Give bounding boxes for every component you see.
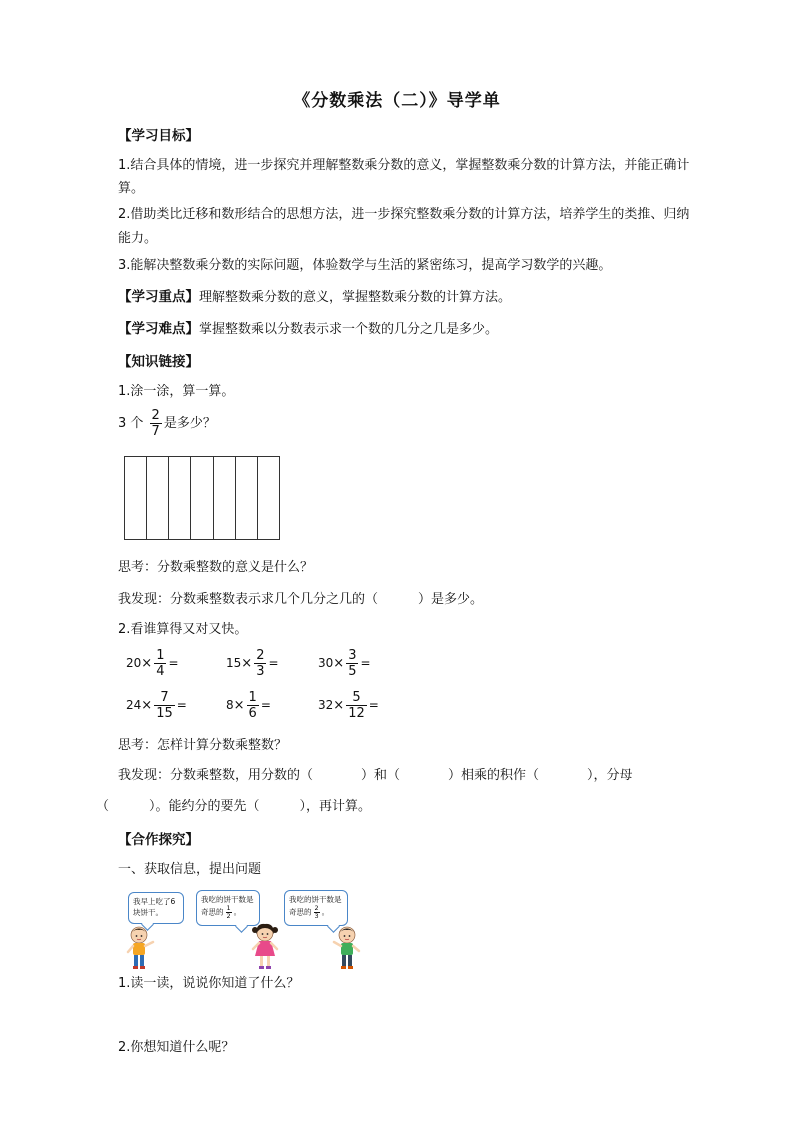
times-sign: × [333,698,345,713]
equals-sign: = [176,698,187,712]
objective-line-1: 1.结合具体的情境，进一步探究并理解整数乘分数的意义，掌握整数乘分数的计算方法，并能正确计 [118,158,690,173]
expression-1 [126,648,179,679]
expr-fraction [154,648,166,679]
bubble-1-text: 我早上吃了6块饼干。 [133,897,176,917]
think-1: 思考：分数乘整数的意义是什么？ [118,560,314,575]
think-2: 思考：怎样计算分数乘整数？ [118,738,288,753]
expr-denominator: 3 [256,664,265,679]
expr-denominator: 5 [348,664,357,679]
expression-2 [226,648,279,679]
expr-integer: 32 [318,698,334,712]
rectangle-part[interactable] [236,457,258,539]
expr-numerator: 2 [256,648,265,663]
expr-integer: 30 [318,656,334,670]
dialogue-illustration [124,888,364,970]
expr-fraction [154,690,175,721]
key-point [118,286,511,309]
rectangle-part[interactable] [258,457,279,539]
expr-denominator: 6 [248,706,257,721]
key-point-label: 【学习重点】 [118,289,199,305]
objective-line-3: 2.借助类比迁移和数形结合的思想方法，进一步探究整数乘分数的计算方法，培养学生的类推、归纳 [118,207,690,222]
equals-sign: = [360,656,371,670]
difficult-point [118,318,498,341]
rectangle-part[interactable] [214,457,236,539]
times-sign: × [141,656,153,671]
bubble-3-text-b: 奇思的 [289,907,312,917]
find-2-text-e: （ [96,799,110,814]
bubble-3-text-a: 我吃的饼干数是 [289,895,342,904]
q1-prefix: 3 个 [118,416,144,431]
knowledge-q2: 2.看谁算得又对又快。 [118,622,248,637]
knowledge-q1-fraction-question [118,408,216,439]
find-2-line-2 [96,795,371,818]
expr-numerator: 1 [156,648,165,663]
speech-bubble-3: 我吃的饼干数是 奇思的 $\frac{2}{3}$ 。 [284,890,348,926]
expression-6 [318,690,379,721]
times-sign: × [241,656,253,671]
expr-numerator: 3 [348,648,357,663]
expr-numerator: 7 [154,690,175,706]
section-1-title: 一、获取信息，提出问题 [118,862,262,877]
bubble-3-numerator: 2 [314,904,319,912]
find-2-text-b: ）和（ [361,768,401,783]
girl-character-icon [248,922,282,970]
expr-integer: 15 [226,656,242,670]
cooperation-q2: 2.你想知道什么呢？ [118,1040,235,1055]
equals-sign: = [168,656,179,670]
expr-denominator: 4 [156,664,165,679]
page-title: 《分数乘法（二）》导学单 [293,91,501,111]
expr-fraction [247,690,259,721]
cooperation-q1: 1.读一读，说说你知道了什么？ [118,976,300,991]
find-2-text-a: 我发现：分数乘整数，用分数的（ [118,768,314,783]
equals-sign: = [260,698,271,712]
fraction-two-sevenths [150,408,162,439]
boy-character-2-icon [330,924,364,970]
find-2-text-f: ）。能约分的要先（ [149,799,260,814]
difficult-point-text: 掌握整数乘以分数表示求一个数的几分之几是多少。 [199,322,499,337]
fraction-numerator: 2 [151,408,160,423]
equals-sign: = [368,698,379,712]
find-2-text-g: ），再计算。 [299,799,372,814]
cooperation-heading: 【合作探究】 [118,832,199,848]
expression-3 [318,648,371,679]
bubble-2-fraction [226,905,232,920]
bubble-3-fraction [314,905,320,920]
objective-line-5: 3.能解决整数乘分数的实际问题，体验数学与生活的紧密练习，提高学习数学的兴趣。 [118,258,612,273]
expression-4 [126,690,187,721]
knowledge-q1: 1.涂一涂，算一算。 [118,384,235,399]
q1-suffix: 是多少？ [163,416,216,431]
find-2-text-d: ），分母 [587,768,633,783]
expr-denominator: 15 [156,706,173,721]
bubble-2-text-a: 我吃的饼干数是 [201,895,254,904]
objectives-heading: 【学习目标】 [118,128,199,144]
bubble-3-denominator: 3 [314,912,319,920]
expr-fraction [346,690,367,721]
bubble-2-text-b: 奇思的 [201,907,224,917]
rectangle-part[interactable] [169,457,191,539]
find-1-text-b: ）是多少。 [418,592,484,607]
find-1-text-a: 我发现：分数乘整数表示求几个几分之几的（ [118,592,379,607]
expr-integer: 8 [226,698,234,712]
rectangle-part[interactable] [125,457,147,539]
objective-line-2: 算。 [118,181,145,196]
expr-numerator: 1 [248,690,257,705]
find-1 [118,588,483,611]
speech-bubble-1 [128,892,184,924]
fraction-denominator: 7 [151,424,160,439]
difficult-point-label: 【学习难点】 [118,321,199,337]
expr-denominator: 12 [348,706,365,721]
expr-integer: 24 [126,698,142,712]
objective-line-4: 能力。 [118,231,158,246]
times-sign: × [233,698,245,713]
key-point-text: 理解整数乘分数的意义，掌握整数乘分数的计算方法。 [199,290,512,305]
find-2-text-c: ）相乘的积作（ [448,768,540,783]
times-sign: × [141,698,153,713]
expression-5 [226,690,271,721]
find-2-line-1 [118,764,633,787]
times-sign: × [333,656,345,671]
rectangle-part[interactable] [147,457,169,539]
expr-numerator: 5 [346,690,367,706]
expr-integer: 20 [126,656,142,670]
bubble-2-numerator: 1 [226,904,231,912]
rectangle-part[interactable] [191,457,213,539]
expr-fraction [254,648,266,679]
coloring-rectangle[interactable] [124,456,280,540]
bubble-2-denominator: 2 [226,912,231,920]
speech-bubble-2: 我吃的饼干数是 奇思的 $\frac{1}{2}$ 。 [196,890,260,926]
equals-sign: = [268,656,279,670]
expr-fraction [346,648,358,679]
knowledge-heading: 【知识链接】 [118,354,199,370]
boy-character-icon [124,924,158,970]
